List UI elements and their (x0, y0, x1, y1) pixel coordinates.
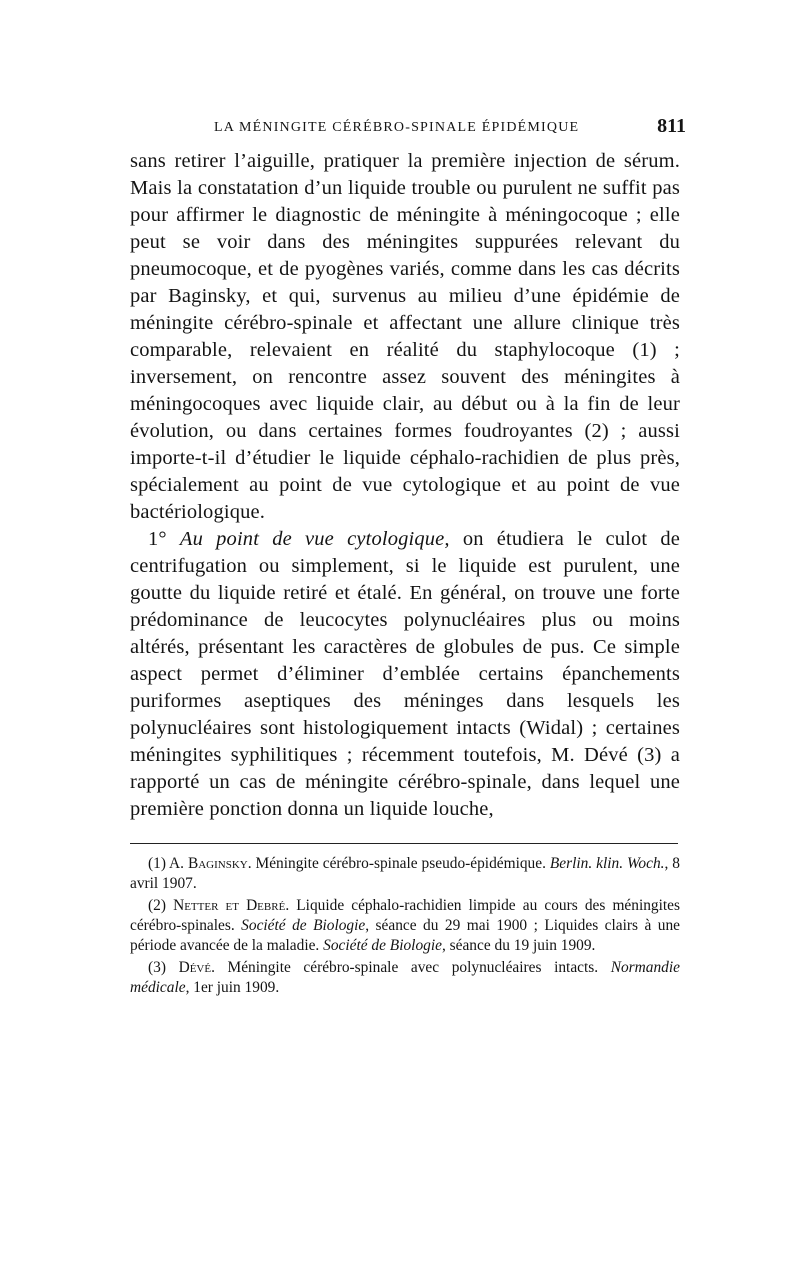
running-header (130, 115, 686, 144)
footnote-2-mark: (2) (148, 897, 166, 914)
footnote-2-end: , séance du 19 juin 1909. (441, 937, 596, 954)
paragraph-cytology (130, 526, 680, 823)
footnote-1-mark: (1) A. (148, 855, 185, 872)
footnote-3-end: , 1er juin 1909. (185, 979, 280, 996)
footnote-2-authors: Netter et Debré (173, 897, 286, 914)
footnotes (130, 854, 680, 998)
page-number: 811 (657, 115, 686, 137)
paragraph-cytology-text: on étudiera le culot de centrifugation ou simplement, si le liquide est purulent, une goutte du liquide retiré et étalé. En général, on trouve une forte prédominance de leucocytes polynucléaires plus ou moins altérés, présentant les caractères de globules de pus. Ce simple aspect permet d’éliminer d’emblée certains épanchements puriformes aseptiques des méninges dans lesquels les polynucléaires sont histologiquement intacts (Widal) ; certaines méningites syphilitiques ; récemment toutefois, M. Dévé (3) a rapporté un cas de méningite cérébro-spinale, dans lequel une première ponction donna un liquide louche, (130, 528, 681, 820)
footnote-2-mid: , séance du 29 mai 1900 ; Liquides clairs à une période avancée de la maladie. (130, 917, 680, 954)
footnote-3-text: . Méningite cérébro-spinale avec polynucléaires intacts. (211, 959, 611, 976)
footnote-1-journal: Berlin. klin. Woch. (549, 855, 665, 872)
footnote-1 (130, 854, 680, 894)
footnote-3-mark: (3) (148, 959, 166, 976)
footnote-3-author: Dévé (178, 959, 212, 976)
footnote-3 (130, 958, 680, 998)
section-number: 1° (148, 528, 167, 550)
footnote-2-text: . Liquide céphalo-rachidien limpide au cours des méningites cérébro-spinales. (130, 897, 680, 934)
footnote-1-end: , 8 avril 1907. (130, 855, 680, 892)
footnote-1-author: Baginsky (187, 855, 248, 872)
section-heading-italic: Au point de vue cytologique, (179, 528, 450, 550)
running-title: LA MÉNINGITE CÉRÉBRO-SPINALE ÉPIDÉMIQUE (214, 120, 580, 135)
footnote-2 (130, 896, 680, 956)
footnote-2-journal: Société de Biologie (241, 917, 366, 934)
book-page (130, 115, 686, 1000)
main-text (130, 148, 680, 823)
footnote-1-text: . Méningite cérébro-spinale pseudo-épidémique. (247, 855, 550, 872)
footnote-2-journal-2: Société de Biologie (323, 937, 442, 954)
paragraph-continued: sans retirer l’aiguille, pratiquer la première injection de sérum. Mais la constatation d’un liquide trouble ou purulent ne suffit pas pour affirmer le diagnostic de méningite à méningocoque ; elle peut se voir dans des méningites suppurées relevant du pneumocoque, et de pyogènes variés, comme dans les cas décrits par Baginsky, et qui, survenus au milieu d’une épidémie de méningite cérébro-spinale et affectant une allure clinique très comparable, relevaient en réalité du staphylocoque (1) ; inversement, on rencontre assez souvent des méningites à méningocoques avec liquide clair, au début ou à la fin de leur évolution, ou dans certaines formes foudroyantes (2) ; aussi importe-t-il d’étudier le liquide céphalo-rachidien de plus près, spécialement au point de vue cytologique et au point de vue bactériologique. (130, 150, 680, 523)
footnote-rule (130, 843, 678, 844)
footnote-3-journal: Normandie médicale (130, 959, 680, 996)
